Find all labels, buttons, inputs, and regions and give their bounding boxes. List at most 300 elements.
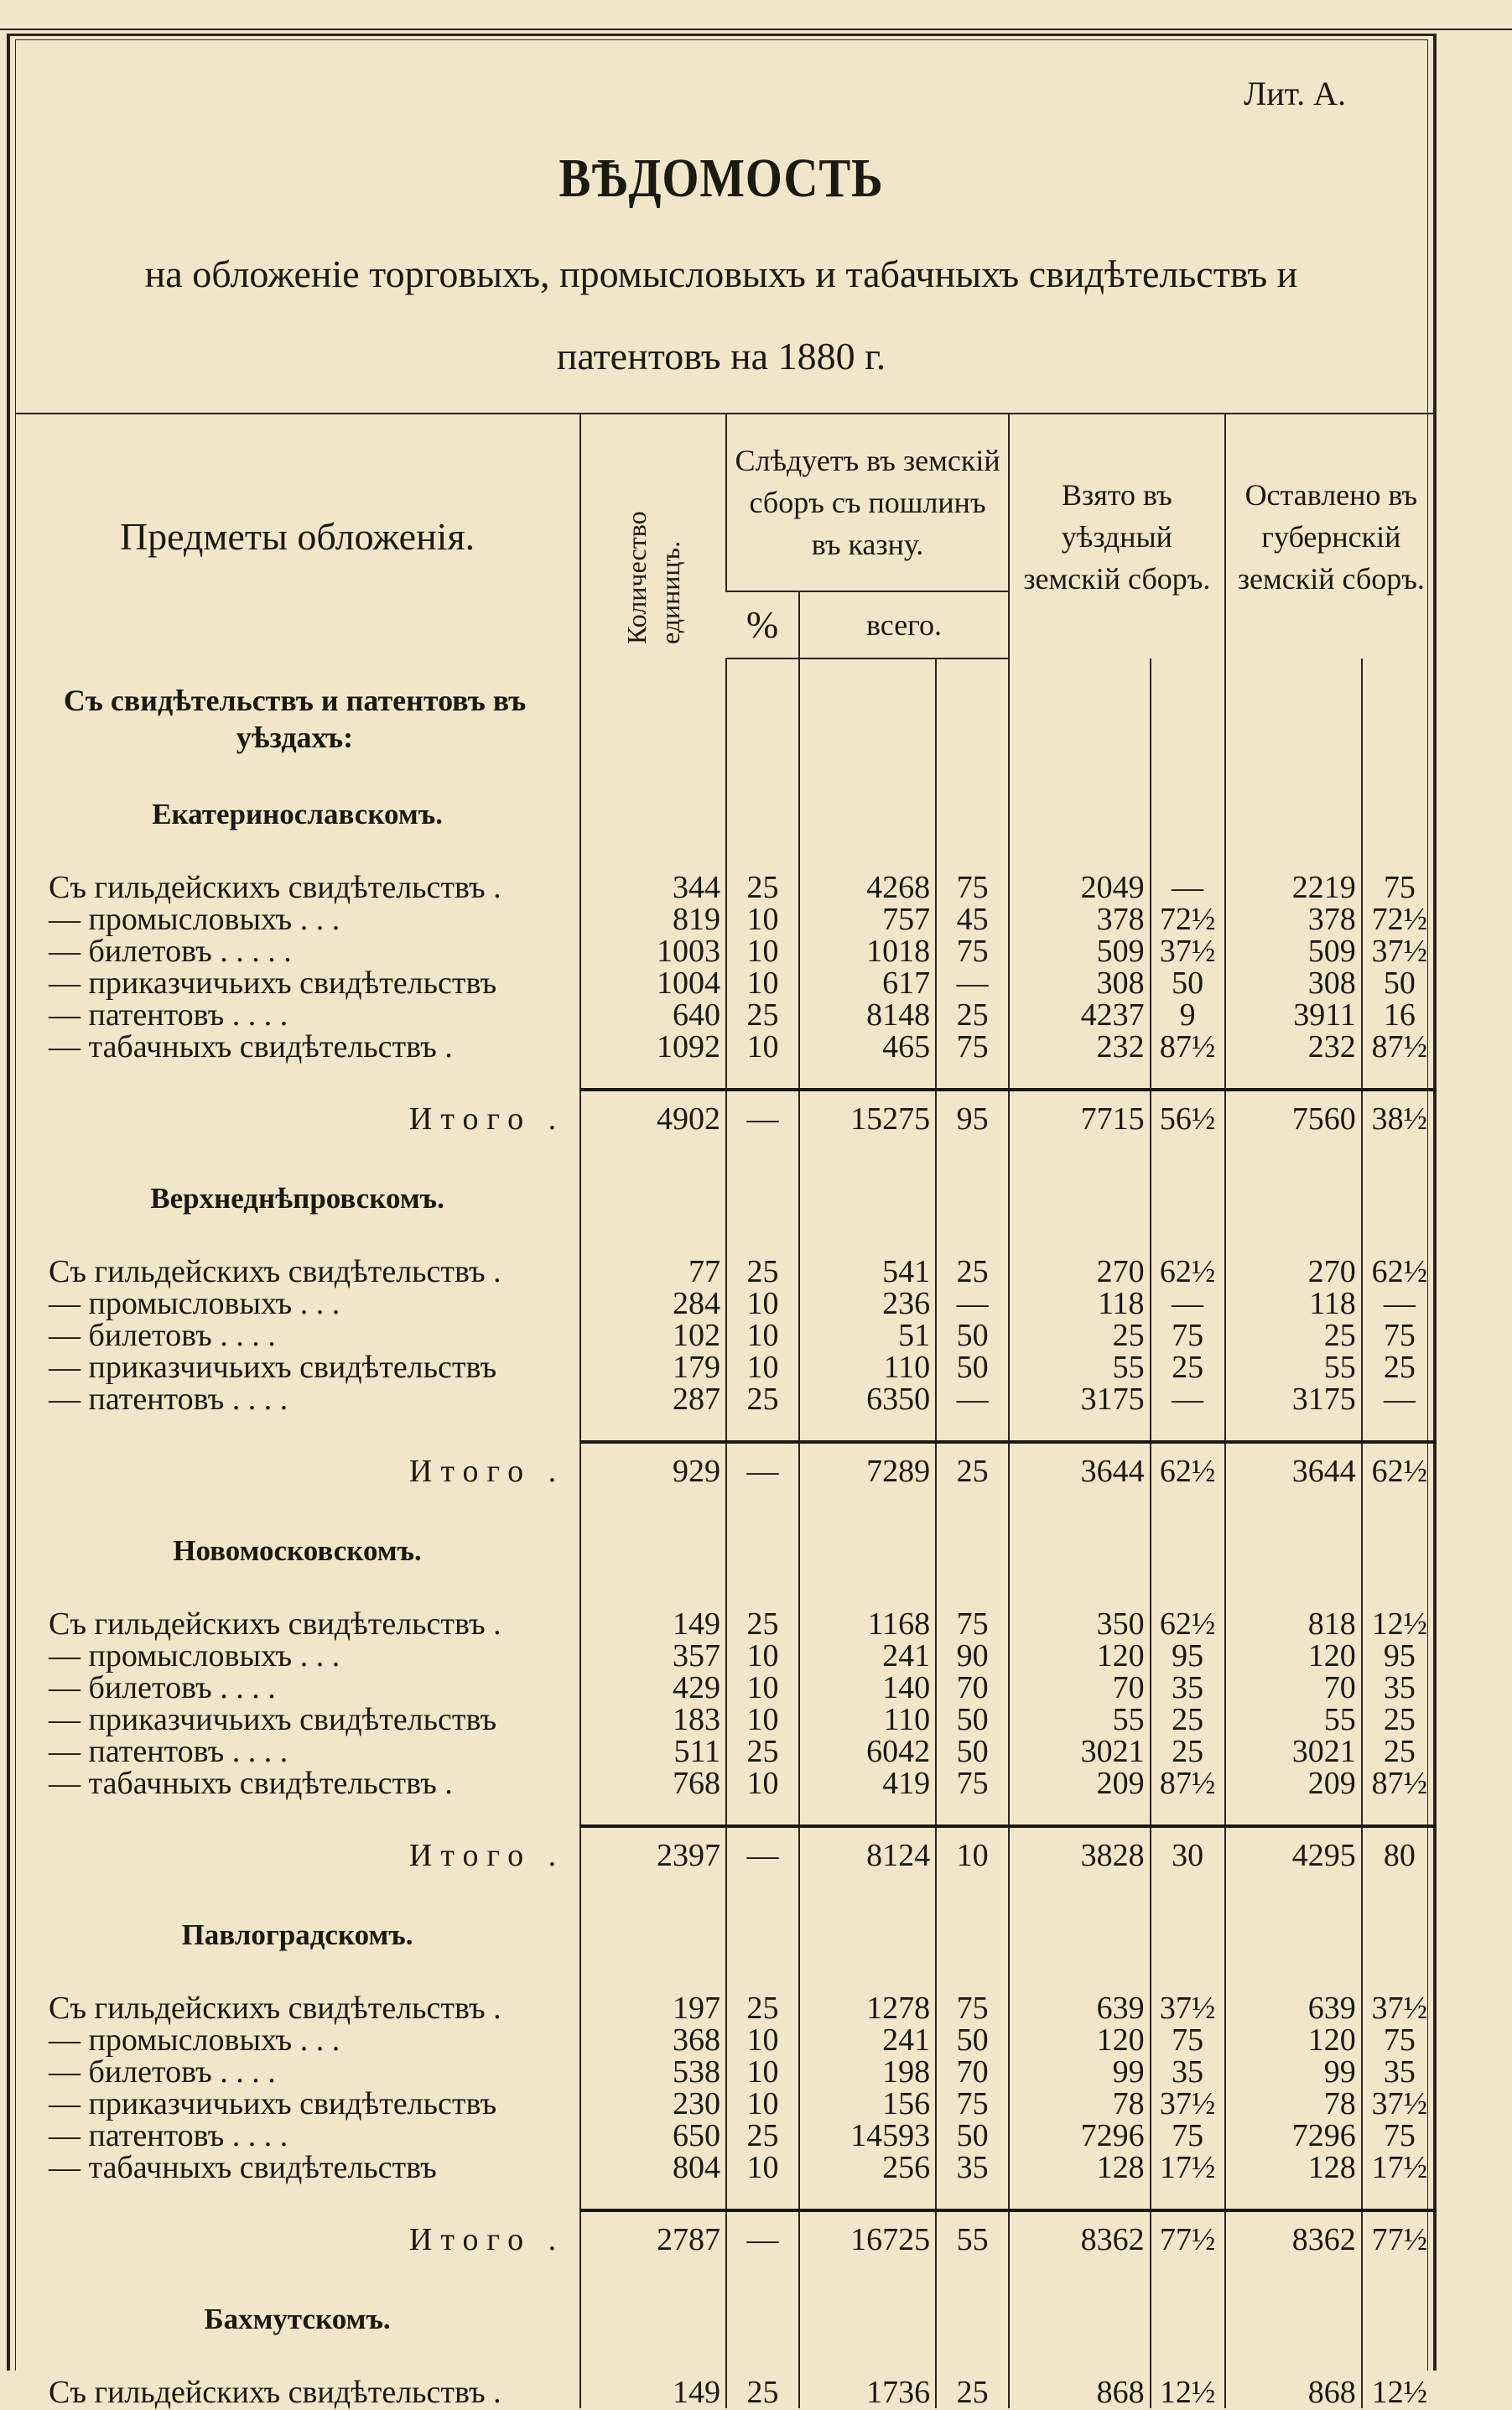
total-kopecks-cell: 90 — [936, 1640, 1009, 1672]
district-rubles-cell: 128 — [1009, 2152, 1151, 2184]
district-rubles-cell: 209 — [1009, 1767, 1151, 1799]
percent-cell: 10 — [726, 1767, 799, 1799]
quantity-cell: 357 — [580, 1640, 726, 1672]
table-row — [15, 1704, 1437, 1736]
provincial-rubles-cell: 55 — [1225, 1351, 1362, 1383]
total-provincial-kopecks-cell: 80 — [1362, 1826, 1437, 1876]
total-percent-cell: — — [726, 1442, 799, 1492]
total-district-rubles-cell: 7715 — [1009, 1090, 1151, 1140]
table-row — [15, 1288, 1437, 1320]
total-total-rubles-cell: 15275 — [799, 1090, 936, 1140]
total-kopecks-cell: 75 — [936, 2088, 1009, 2120]
total-kopecks-cell: 70 — [936, 2056, 1009, 2088]
district-rubles-cell: 78 — [1009, 2088, 1151, 2120]
county-heading-row — [15, 1876, 1437, 1992]
provincial-rubles-cell: 120 — [1225, 1640, 1362, 1672]
county-heading-row — [15, 1140, 1437, 1256]
total-rubles-cell: 14593 — [799, 2120, 936, 2152]
spacer-row — [15, 1415, 1437, 1442]
provincial-kopecks-cell: 95 — [1362, 1640, 1437, 1672]
provincial-rubles-cell: 2219 — [1225, 872, 1362, 903]
district-rubles-cell: 55 — [1009, 1351, 1151, 1383]
row-label: Съ гильдейскихъ свидѣтельствъ . — [49, 870, 501, 905]
total-kopecks-cell: 75 — [936, 1608, 1009, 1640]
provincial-rubles-cell: 25 — [1225, 1320, 1362, 1351]
district-rubles-cell: 378 — [1009, 903, 1151, 935]
provincial-rubles-cell: 70 — [1225, 1672, 1362, 1704]
district-rubles-cell: 639 — [1009, 1992, 1151, 2024]
total-rubles-cell: 156 — [799, 2088, 936, 2120]
provincial-kopecks-cell: 37½ — [1362, 935, 1437, 967]
total-rubles-cell: 419 — [799, 1767, 936, 1799]
district-rubles-cell: 270 — [1009, 1256, 1151, 1288]
total-kopecks-cell: 75 — [936, 1992, 1009, 2024]
table-row — [15, 1736, 1437, 1767]
total-kopecks-cell: 75 — [936, 935, 1009, 967]
quantity-cell: 511 — [580, 1736, 726, 1767]
row-label: — патентовъ . . . . — [49, 997, 288, 1033]
total-label: Итого . — [408, 1454, 565, 1489]
table-row — [15, 1640, 1437, 1672]
total-kopecks-cell: 50 — [936, 1736, 1009, 1767]
district-kopecks-cell: 35 — [1151, 1672, 1225, 1704]
district-rubles-cell: 2049 — [1009, 872, 1151, 903]
percent-cell: 10 — [726, 967, 799, 999]
total-total-rubles-cell: 8124 — [799, 1826, 936, 1876]
column-header-subjects: Предметы обложенія. — [15, 414, 580, 658]
total-district-kopecks-cell: 62½ — [1151, 1442, 1225, 1492]
district-kopecks-cell: 17½ — [1151, 2152, 1225, 2184]
district-kopecks-cell: 25 — [1151, 1351, 1225, 1383]
total-rubles-cell: 198 — [799, 2056, 936, 2088]
district-kopecks-cell: 75 — [1151, 1320, 1225, 1351]
row-label: — приказчичьихъ свидѣтельствъ — [49, 1702, 497, 1737]
total-label: Итого . — [408, 1101, 565, 1137]
district-kopecks-cell: 50 — [1151, 967, 1225, 999]
county-name: Павлоградскомъ. — [181, 1918, 413, 1951]
district-rubles-cell: 120 — [1009, 1640, 1151, 1672]
percent-cell: 25 — [726, 1256, 799, 1288]
table-row — [15, 1672, 1437, 1704]
district-kopecks-cell: 25 — [1151, 1736, 1225, 1767]
total-provincial-kopecks-cell: 77½ — [1362, 2210, 1437, 2261]
ledger-body — [15, 658, 1437, 2408]
district-kopecks-cell: 75 — [1151, 2024, 1225, 2056]
total-rubles-cell: 236 — [799, 1288, 936, 1320]
total-quantity-cell: 2397 — [580, 1826, 726, 1876]
total-provincial-rubles-cell: 8362 — [1225, 2210, 1362, 2261]
total-rubles-cell: 241 — [799, 1640, 936, 1672]
table-row — [15, 2056, 1437, 2088]
percent-cell: 10 — [726, 1640, 799, 1672]
provincial-rubles-cell: 3175 — [1225, 1383, 1362, 1415]
table-row — [15, 1031, 1437, 1063]
provincial-rubles-cell: 270 — [1225, 1256, 1362, 1288]
row-label: — билетовъ . . . . . — [49, 934, 292, 969]
percent-cell: 25 — [726, 872, 799, 903]
district-kopecks-cell: 25 — [1151, 1704, 1225, 1736]
total-district-kopecks-cell: 56½ — [1151, 1090, 1225, 1140]
intro-text: Съ свидѣтельствъ и патентовъ въ уѣздахъ: — [63, 684, 527, 754]
total-kopecks-cell: 50 — [936, 2024, 1009, 2056]
intro-row — [15, 658, 1437, 756]
district-rubles-cell: 3021 — [1009, 1736, 1151, 1767]
district-rubles-cell: 55 — [1009, 1704, 1151, 1736]
district-rubles-cell: 308 — [1009, 967, 1151, 999]
provincial-kopecks-cell: 72½ — [1362, 903, 1437, 935]
total-total-kopecks-cell: 25 — [936, 1442, 1009, 1492]
column-header-total: всего. — [799, 591, 1009, 658]
district-rubles-cell: 7296 — [1009, 2120, 1151, 2152]
row-label: — промысловыхъ . . . — [49, 902, 340, 937]
total-rubles-cell: 8148 — [799, 999, 936, 1031]
document-subtitle-line-1: на обложеніе торговыхъ, промысловыхъ и табачныхъ свидѣтельствъ и — [144, 252, 1298, 295]
total-row — [15, 2210, 1437, 2261]
total-rubles-cell: 1168 — [799, 1608, 936, 1640]
total-row — [15, 1090, 1437, 1140]
percent-cell: 25 — [726, 1383, 799, 1415]
district-kopecks-cell: 37½ — [1151, 1992, 1225, 2024]
quantity-cell: 1003 — [580, 935, 726, 967]
total-total-kopecks-cell: 55 — [936, 2210, 1009, 2261]
total-percent-cell: — — [726, 1826, 799, 1876]
table-row — [15, 2024, 1437, 2056]
row-label: Съ гильдейскихъ свидѣтельствъ . — [49, 1606, 501, 1642]
district-kopecks-cell: — — [1151, 872, 1225, 903]
total-rubles-cell: 51 — [799, 1320, 936, 1351]
row-label: — билетовъ . . . . — [49, 2054, 276, 2090]
county-heading-row — [15, 1492, 1437, 1608]
quantity-cell: 640 — [580, 999, 726, 1031]
total-district-rubles-cell: 8362 — [1009, 2210, 1151, 2261]
provincial-kopecks-cell: 37½ — [1362, 1992, 1437, 2024]
total-provincial-kopecks-cell: 38½ — [1362, 1090, 1437, 1140]
table-row — [15, 1320, 1437, 1351]
district-kopecks-cell: 9 — [1151, 999, 1225, 1031]
percent-cell: 10 — [726, 1031, 799, 1063]
total-kopecks-cell: 75 — [936, 1767, 1009, 1799]
total-kopecks-cell: 75 — [936, 1031, 1009, 1063]
total-district-kopecks-cell: 77½ — [1151, 2210, 1225, 2261]
quantity-cell: 284 — [580, 1288, 726, 1320]
total-row — [15, 1442, 1437, 1492]
percent-cell: 25 — [726, 2120, 799, 2152]
district-rubles-cell: 4237 — [1009, 999, 1151, 1031]
total-kopecks-cell: 25 — [936, 2376, 1009, 2408]
quantity-cell: 768 — [580, 1767, 726, 1799]
total-rubles-cell: 4268 — [799, 872, 936, 903]
district-kopecks-cell: 62½ — [1151, 1256, 1225, 1288]
district-rubles-cell: 868 — [1009, 2376, 1151, 2408]
total-label: Итого . — [408, 2222, 565, 2257]
provincial-kopecks-cell: 17½ — [1362, 2152, 1437, 2184]
total-rubles-cell: 617 — [799, 967, 936, 999]
provincial-rubles-cell: 308 — [1225, 967, 1362, 999]
quantity-cell: 368 — [580, 2024, 726, 2056]
spacer-row — [15, 1799, 1437, 1826]
district-kopecks-cell: 95 — [1151, 1640, 1225, 1672]
provincial-kopecks-cell: 75 — [1362, 872, 1437, 903]
district-kopecks-cell: 35 — [1151, 2056, 1225, 2088]
provincial-rubles-cell: 3911 — [1225, 999, 1362, 1031]
total-district-rubles-cell: 3828 — [1009, 1826, 1151, 1876]
row-label: — билетовъ . . . . — [49, 1318, 276, 1353]
spacer-row — [15, 2184, 1437, 2210]
provincial-rubles-cell: 99 — [1225, 2056, 1362, 2088]
total-kopecks-cell: 50 — [936, 1320, 1009, 1351]
provincial-rubles-cell: 78 — [1225, 2088, 1362, 2120]
quantity-cell: 183 — [580, 1704, 726, 1736]
percent-cell: 25 — [726, 2376, 799, 2408]
percent-cell: 10 — [726, 2152, 799, 2184]
district-rubles-cell: 25 — [1009, 1320, 1151, 1351]
district-rubles-cell: 509 — [1009, 935, 1151, 967]
quantity-cell: 102 — [580, 1320, 726, 1351]
provincial-rubles-cell: 378 — [1225, 903, 1362, 935]
quantity-cell: 149 — [580, 2376, 726, 2408]
total-rubles-cell: 1736 — [799, 2376, 936, 2408]
total-provincial-rubles-cell: 3644 — [1225, 1442, 1362, 1492]
quantity-cell: 287 — [580, 1383, 726, 1415]
row-label: — табачныхъ свидѣтельствъ — [49, 2150, 437, 2185]
total-rubles-cell: 110 — [799, 1351, 936, 1383]
row-label: — патентовъ . . . . — [49, 1382, 288, 1417]
provincial-kopecks-cell: 35 — [1362, 2056, 1437, 2088]
table-row — [15, 1351, 1437, 1383]
total-kopecks-cell: 50 — [936, 2120, 1009, 2152]
district-kopecks-cell: — — [1151, 1383, 1225, 1415]
district-rubles-cell: 70 — [1009, 1672, 1151, 1704]
total-provincial-rubles-cell: 7560 — [1225, 1090, 1362, 1140]
quantity-cell: 149 — [580, 1608, 726, 1640]
district-kopecks-cell: 75 — [1151, 2120, 1225, 2152]
provincial-kopecks-cell: 16 — [1362, 999, 1437, 1031]
quantity-cell: 1092 — [580, 1031, 726, 1063]
spacer-row — [15, 1063, 1437, 1090]
provincial-kopecks-cell: 25 — [1362, 1351, 1437, 1383]
provincial-kopecks-cell: — — [1362, 1288, 1437, 1320]
total-percent-cell: — — [726, 2210, 799, 2261]
provincial-kopecks-cell: 62½ — [1362, 1256, 1437, 1288]
quantity-cell: 77 — [580, 1256, 726, 1288]
provincial-rubles-cell: 120 — [1225, 2024, 1362, 2056]
quantity-cell: 197 — [580, 1992, 726, 2024]
table-row — [15, 2152, 1437, 2184]
percent-cell: 25 — [726, 999, 799, 1031]
provincial-rubles-cell: 7296 — [1225, 2120, 1362, 2152]
row-label: — патентовъ . . . . — [49, 1734, 288, 1769]
provincial-rubles-cell: 209 — [1225, 1767, 1362, 1799]
table-row — [15, 903, 1437, 935]
provincial-rubles-cell: 118 — [1225, 1288, 1362, 1320]
total-row — [15, 1826, 1437, 1876]
table-row — [15, 872, 1437, 903]
provincial-kopecks-cell: 12½ — [1362, 1608, 1437, 1640]
row-label: — приказчичьихъ свидѣтельствъ — [49, 966, 497, 1001]
provincial-kopecks-cell: 75 — [1362, 1320, 1437, 1351]
provincial-kopecks-cell: 35 — [1362, 1672, 1437, 1704]
provincial-kopecks-cell: 87½ — [1362, 1767, 1437, 1799]
county-name: Бахмутскомъ. — [204, 2303, 391, 2335]
total-kopecks-cell: 70 — [936, 1672, 1009, 1704]
district-rubles-cell: 99 — [1009, 2056, 1151, 2088]
row-label: — приказчичьихъ свидѣтельствъ — [49, 2086, 497, 2121]
row-label: — билетовъ . . . . — [49, 1670, 276, 1705]
table-row — [15, 967, 1437, 999]
percent-cell: 25 — [726, 1736, 799, 1767]
top-rule — [0, 29, 1512, 30]
district-kopecks-cell: 37½ — [1151, 935, 1225, 967]
table-row — [15, 2088, 1437, 2120]
percent-cell: 10 — [726, 935, 799, 967]
table-row — [15, 1608, 1437, 1640]
county-heading-row — [15, 756, 1437, 872]
table-row — [15, 2120, 1437, 2152]
percent-cell: 10 — [726, 2056, 799, 2088]
total-rubles-cell: 1018 — [799, 935, 936, 967]
district-rubles-cell: 350 — [1009, 1608, 1151, 1640]
column-header-due: Слѣдуетъ въ земскій сборъ съ пошлинъ въ казну. — [726, 414, 1009, 591]
provincial-kopecks-cell: 87½ — [1362, 1031, 1437, 1063]
county-heading-row — [15, 2261, 1437, 2376]
total-percent-cell: — — [726, 1090, 799, 1140]
percent-cell: 25 — [726, 1992, 799, 2024]
district-rubles-cell: 120 — [1009, 2024, 1151, 2056]
table-row — [15, 1767, 1437, 1799]
row-label: — патентовъ . . . . — [49, 2118, 288, 2153]
quantity-cell: 804 — [580, 2152, 726, 2184]
total-kopecks-cell: — — [936, 1288, 1009, 1320]
percent-cell: 10 — [726, 2024, 799, 2056]
total-rubles-cell: 541 — [799, 1256, 936, 1288]
provincial-kopecks-cell: — — [1362, 1383, 1437, 1415]
table-row — [15, 1256, 1437, 1288]
table-row — [15, 1383, 1437, 1415]
district-kopecks-cell: 87½ — [1151, 1031, 1225, 1063]
appendix-label: Лит. А. — [1244, 75, 1346, 112]
district-kopecks-cell: 62½ — [1151, 1608, 1225, 1640]
provincial-kopecks-cell: 25 — [1362, 1736, 1437, 1767]
row-label: Съ гильдейскихъ свидѣтельствъ . — [49, 1991, 501, 2026]
document-title: ВѢДОМОСТЬ — [559, 148, 884, 209]
county-name: Верхнеднѣпровскомъ. — [150, 1182, 444, 1215]
total-label: Итого . — [408, 1838, 565, 1873]
district-kopecks-cell: 87½ — [1151, 1767, 1225, 1799]
total-rubles-cell: 6350 — [799, 1383, 936, 1415]
column-header-quantity — [580, 414, 726, 658]
total-kopecks-cell: 50 — [936, 1351, 1009, 1383]
total-kopecks-cell: 45 — [936, 903, 1009, 935]
percent-cell: 10 — [726, 903, 799, 935]
provincial-kopecks-cell: 75 — [1362, 2120, 1437, 2152]
column-header-quantity-text: Количество единицъ. — [621, 511, 686, 644]
row-label: — приказчичьихъ свидѣтельствъ — [49, 1350, 497, 1385]
provincial-rubles-cell: 818 — [1225, 1608, 1362, 1640]
row-label: — промысловыхъ . . . — [49, 2022, 340, 2058]
total-provincial-kopecks-cell: 62½ — [1362, 1442, 1437, 1492]
district-rubles-cell: 118 — [1009, 1288, 1151, 1320]
provincial-kopecks-cell: 75 — [1362, 2024, 1437, 2056]
row-label: — табачныхъ свидѣтельствъ . — [49, 1766, 453, 1801]
total-total-rubles-cell: 7289 — [799, 1442, 936, 1492]
total-kopecks-cell: 25 — [936, 999, 1009, 1031]
provincial-rubles-cell: 55 — [1225, 1704, 1362, 1736]
table-row — [15, 2376, 1437, 2408]
provincial-kopecks-cell: 25 — [1362, 1704, 1437, 1736]
total-total-rubles-cell: 16725 — [799, 2210, 936, 2261]
provincial-kopecks-cell: 50 — [1362, 967, 1437, 999]
provincial-rubles-cell: 639 — [1225, 1992, 1362, 2024]
total-district-kopecks-cell: 30 — [1151, 1826, 1225, 1876]
quantity-cell: 819 — [580, 903, 726, 935]
district-kopecks-cell: 12½ — [1151, 2376, 1225, 2408]
row-label: — табачныхъ свидѣтельствъ . — [49, 1029, 453, 1064]
percent-cell: 10 — [726, 2088, 799, 2120]
total-rubles-cell: 6042 — [799, 1736, 936, 1767]
row-label: — промысловыхъ . . . — [49, 1286, 340, 1321]
provincial-kopecks-cell: 12½ — [1362, 2376, 1437, 2408]
quantity-cell: 429 — [580, 1672, 726, 1704]
district-kopecks-cell: 37½ — [1151, 2088, 1225, 2120]
quantity-cell: 344 — [580, 872, 726, 903]
column-header-provincial: Оставлено въ губернскій земскій сборъ. — [1225, 414, 1437, 658]
row-label: Съ гильдейскихъ свидѣтельствъ . — [49, 2375, 501, 2410]
county-name: Новомосковскомъ. — [173, 1534, 422, 1567]
quantity-cell: 1004 — [580, 967, 726, 999]
district-rubles-cell: 232 — [1009, 1031, 1151, 1063]
quantity-cell: 538 — [580, 2056, 726, 2088]
percent-cell: 10 — [726, 1704, 799, 1736]
total-rubles-cell: 140 — [799, 1672, 936, 1704]
percent-cell: 25 — [726, 1608, 799, 1640]
district-kopecks-cell: — — [1151, 1288, 1225, 1320]
total-kopecks-cell: 50 — [936, 1704, 1009, 1736]
total-total-kopecks-cell: 10 — [936, 1826, 1009, 1876]
provincial-rubles-cell: 232 — [1225, 1031, 1362, 1063]
quantity-cell: 650 — [580, 2120, 726, 2152]
column-header-percent: % — [726, 591, 799, 658]
total-kopecks-cell: 75 — [936, 872, 1009, 903]
table-row — [15, 999, 1437, 1031]
total-kopecks-cell: — — [936, 1383, 1009, 1415]
document-subtitle-line-2: патентовъ на 1880 г. — [556, 335, 886, 377]
row-label: — промысловыхъ . . . — [49, 1638, 340, 1673]
quantity-cell: 179 — [580, 1351, 726, 1383]
percent-cell: 10 — [726, 1320, 799, 1351]
total-quantity-cell: 929 — [580, 1442, 726, 1492]
total-total-kopecks-cell: 95 — [936, 1090, 1009, 1140]
total-rubles-cell: 757 — [799, 903, 936, 935]
total-quantity-cell: 4902 — [580, 1090, 726, 1140]
total-rubles-cell: 256 — [799, 2152, 936, 2184]
provincial-rubles-cell: 509 — [1225, 935, 1362, 967]
total-kopecks-cell: 25 — [936, 1256, 1009, 1288]
percent-cell: 10 — [726, 1351, 799, 1383]
percent-cell: 10 — [726, 1672, 799, 1704]
column-header-district: Взято въ уѣздный земскій сборъ. — [1009, 414, 1225, 658]
provincial-kopecks-cell: 37½ — [1362, 2088, 1437, 2120]
row-label: Съ гильдейскихъ свидѣтельствъ . — [49, 1254, 501, 1289]
total-provincial-rubles-cell: 4295 — [1225, 1826, 1362, 1876]
total-rubles-cell: 1278 — [799, 1992, 936, 2024]
table-row — [15, 1992, 1437, 2024]
county-name: Екатеринославскомъ. — [152, 798, 443, 830]
total-kopecks-cell: — — [936, 967, 1009, 999]
total-district-rubles-cell: 3644 — [1009, 1442, 1151, 1492]
table-row — [15, 935, 1437, 967]
district-kopecks-cell: 72½ — [1151, 903, 1225, 935]
total-quantity-cell: 2787 — [580, 2210, 726, 2261]
